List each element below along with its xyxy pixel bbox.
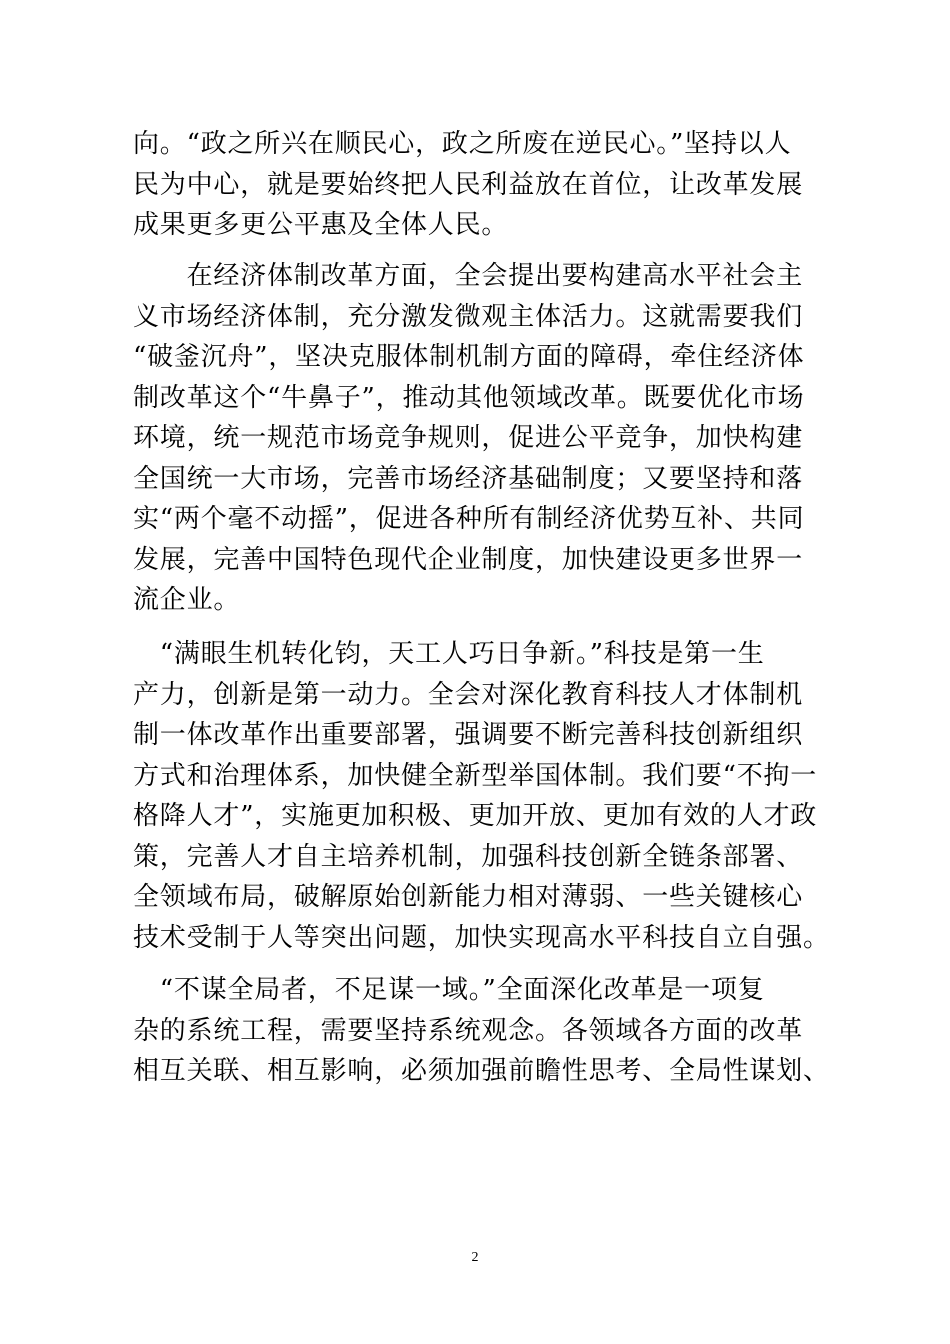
paragraph-2: [133, 256, 833, 621]
text-line: 杂的系统工程，需要坚持系统观念。各领域各方面的改革: [133, 1015, 804, 1046]
text-line: 全领域布局，破解原始创新能力相对薄弱、一些关键核心: [133, 882, 804, 912]
paragraph-4: [133, 970, 833, 1092]
text-line: “破釜沉舟”，坚决克服体制机制方面的障碍，牵住经济体: [133, 342, 805, 372]
text-line: 全国统一大市场，完善市场经济基础制度；又要坚持和落: [133, 463, 804, 494]
text-line: 成果更多更公平惠及全体人民。: [133, 210, 509, 240]
text-line: 方式和治理体系，加快健全新型举国体制。我们要“不拘一: [133, 760, 818, 791]
text-line: 义市场经济体制，充分激发微观主体活力。这就需要我们: [133, 301, 804, 332]
text-line: 格降人才”，实施更加积极、更加开放、更加有效的人才政: [133, 801, 818, 831]
text-line: 流企业。: [133, 585, 241, 615]
text-line: 产力，创新是第一动力。全会对深化教育科技人才体制机: [133, 679, 804, 710]
text-line: 民为中心，就是要始终把人民利益放在首位，让改革发展: [133, 169, 804, 200]
text-line: 制一体改革作出重要部署，强调要不断完善科技创新组织: [133, 720, 804, 750]
text-line: 发展，完善中国特色现代企业制度，加快建设更多世界一: [133, 544, 804, 575]
text-line: 环境，统一规范市场竞争规则，促进公平竞争，加快构建: [133, 423, 804, 453]
text-line: “不谋全局者，不足谋一域。”全面深化改革是一项复: [133, 975, 765, 1005]
paragraph-3: [133, 634, 833, 958]
text-line: 实“两个毫不动摇”，促进各种所有制经济优势互补、共同: [133, 504, 805, 534]
text-line: 向。“政之所兴在顺民心，政之所废在逆民心。”坚持以人: [133, 129, 792, 159]
text-line: 技术受制于人等突出问题，加快实现高水平科技自立自强。: [133, 922, 830, 953]
text-line: “满眼生机转化钧，天工人巧日争新。”科技是第一生: [133, 639, 765, 669]
text-line: 策，完善人才自主培养机制，加强科技创新全链条部署、: [133, 841, 804, 872]
paragraph-1: [133, 124, 833, 246]
text-line: 在经济体制改革方面，全会提出要构建高水平社会主: [133, 261, 804, 291]
text-line: 制改革这个“牛鼻子”，推动其他领域改革。既要优化市场: [133, 382, 805, 413]
text-line: 相互关联、相互影响，必须加强前瞻性思考、全局性谋划、: [133, 1056, 830, 1086]
page-number: 2: [471, 1250, 479, 1265]
